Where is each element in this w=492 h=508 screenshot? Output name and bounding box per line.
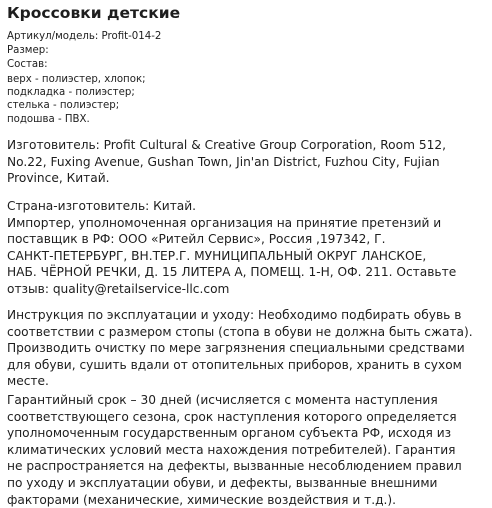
warranty-line: Гарантийный срок – 30 дней (исчисляется с момента наступления <box>7 393 438 407</box>
composition-item: подкладка - полиэстер; <box>7 87 135 99</box>
composition-item: подошва - ПВХ. <box>7 113 90 125</box>
composition-heading: Состав: <box>7 59 48 71</box>
care-line: Инструкция по эксплуатации и уходу: Необходимо подбирать обувь в <box>7 308 462 322</box>
product-meta <box>7 30 161 73</box>
composition-list <box>7 73 146 126</box>
size-line: Размер: <box>7 45 49 57</box>
importer-line: поставщик в РФ: ООО «Ритейл Сервис», Россия ,197342, Г. <box>7 232 386 247</box>
composition-item: верх - полиэстер, хлопок; <box>7 74 146 85</box>
care-instructions-paragraph <box>7 307 488 390</box>
importer-line: САНКТ-ПЕТЕРБУРГ, ВН.ТЕР.Г. МУНИЦИПАЛЬНЫЙ ОКРУГ ЛАНСКОЕ, <box>7 248 427 263</box>
importer-line: Импортер, уполномоченная организация на принятие претензий и <box>7 215 442 230</box>
care-line: для обуви, сушить вдали от отопительных приборов, хранить в сухом <box>7 357 462 372</box>
care-line: месте. <box>7 374 49 389</box>
manufacturer-line: No.22, Fuxing Avenue, Gushan Town, Jin'an District, Fuzhou City, Fujian <box>7 154 440 169</box>
manufacturer-line: Province, Китай. <box>7 171 110 186</box>
manufacturer-paragraph <box>7 137 488 187</box>
article-line: Артикул/модель: Profit-014-2 <box>7 31 162 42</box>
warranty-line: по уходу и эксплуатации обуви, и дефекты, вызванные внешними <box>7 475 438 490</box>
warranty-paragraph <box>7 392 488 508</box>
importer-line: Страна-изготовитель: Китай. <box>7 199 197 213</box>
warranty-line: соответствующего сезона, срок наступления которого определяется <box>7 409 457 424</box>
product-title: Кроссовки детские <box>7 4 181 22</box>
warranty-line: климатических условий места нахождения потребителей). Гарантия <box>7 442 456 457</box>
composition-item: стелька - полиэстер; <box>7 100 120 112</box>
warranty-line: не распространяется на дефекты, вызванные несоблюдением правил <box>7 459 462 474</box>
importer-line: отзыв: quality@retailservice-llc.com <box>7 281 230 296</box>
manufacturer-line: Изготовитель: Profit Cultural & Creative Group Corporation, Room 512, <box>7 138 446 152</box>
warranty-line: уполномоченным государственным органом субъекта РФ, исходя из <box>7 426 452 441</box>
warranty-line: факторами (механические, химические воздействия и т.д.). <box>7 492 397 507</box>
care-line: Производить очистку по мере загрязнения специальными средствами <box>7 341 465 356</box>
care-line: соответствии с размером стопы (стопа в обуви не должна быть сжата). <box>7 324 473 339</box>
importer-paragraph <box>7 198 488 298</box>
importer-line: НАБ. ЧЁРНОЙ РЕЧКИ, Д. 15 ЛИТЕРА А, ПОМЕЩ. 1-Н, ОФ. 211. Оставьте <box>7 265 457 280</box>
